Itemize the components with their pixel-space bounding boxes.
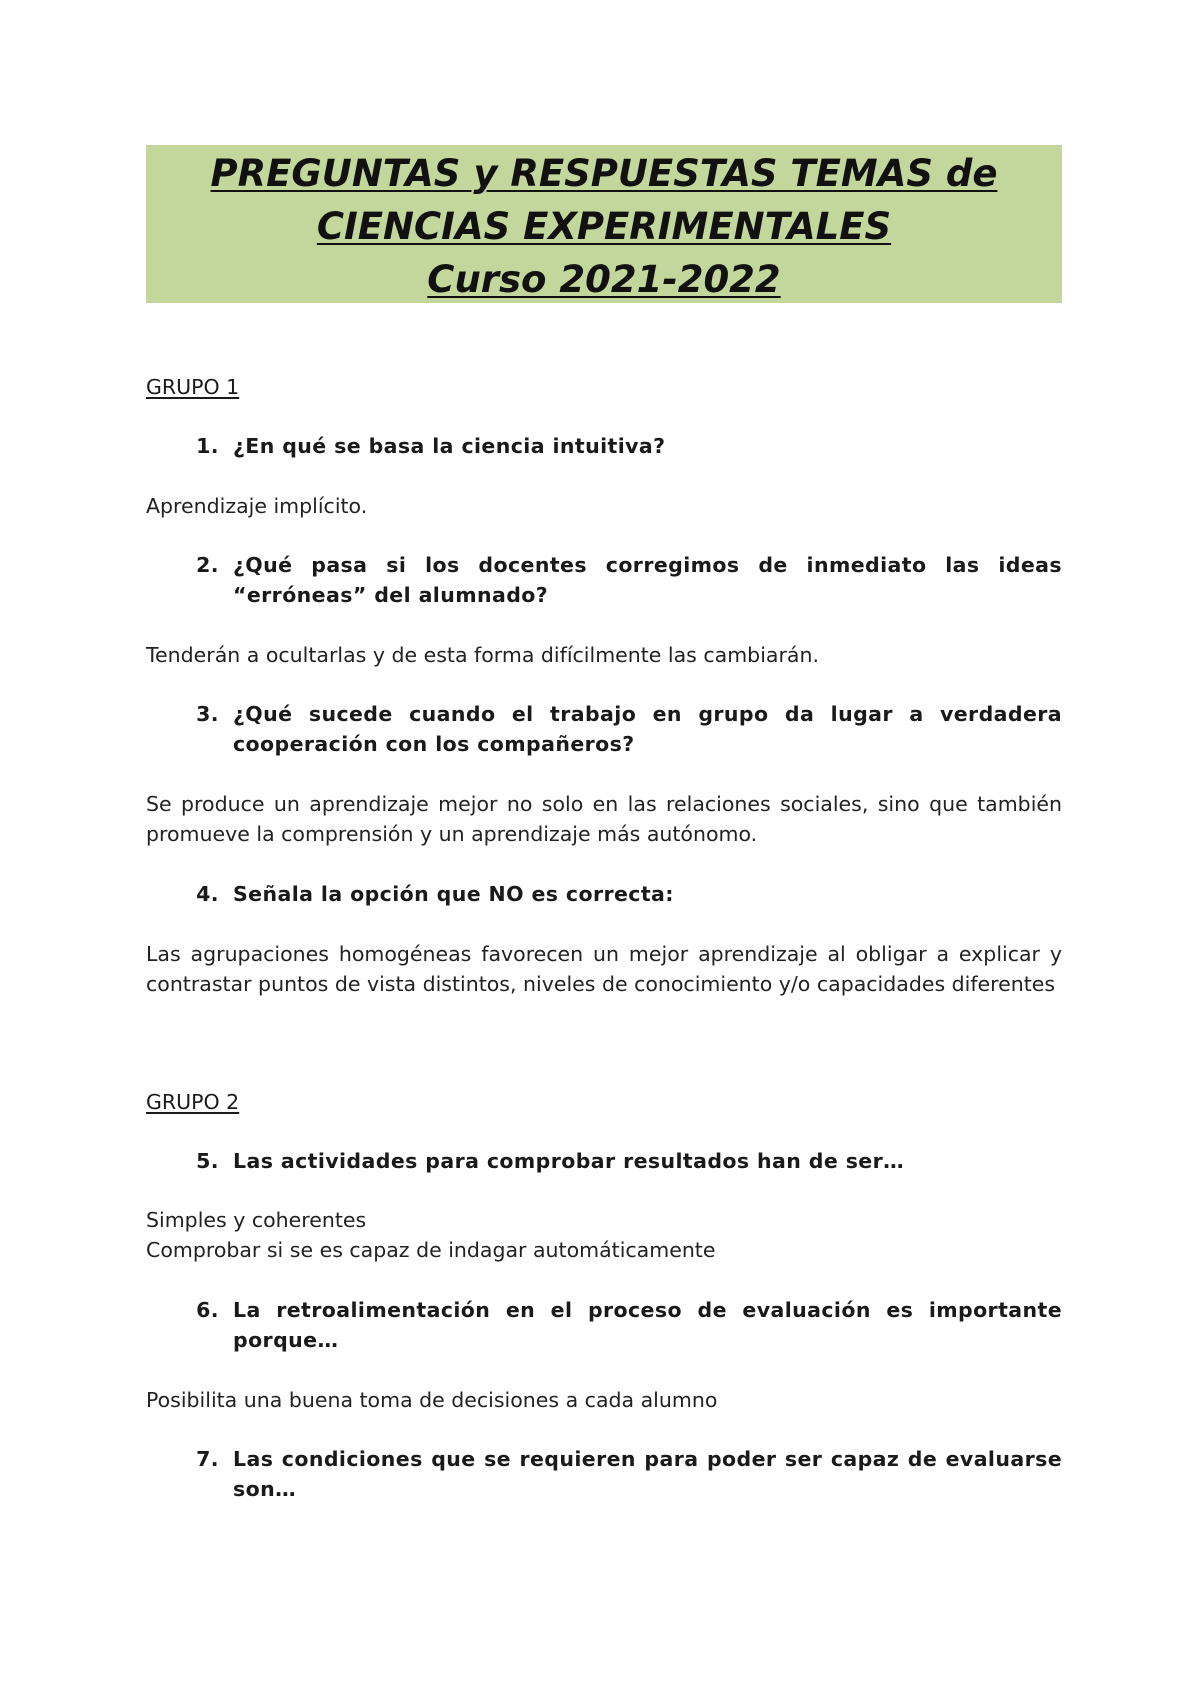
question-3 <box>146 700 1062 759</box>
answer-4: Las agrupaciones homogéneas favorecen un mejor aprendizaje al obligar a explicar y contrastar puntos de vista distintos, niveles de conocimiento y/o capacidades diferentes <box>146 942 1062 996</box>
question-text: La retroalimentación en el proceso de evaluación es importante porque… <box>233 1298 1062 1352</box>
question-text: ¿Qué pasa si los docentes corregimos de inmediato las ideas “erróneas” del alumnado? <box>233 553 1062 607</box>
question-text: ¿Qué sucede cuando el trabajo en grupo da lugar a verdadera cooperación con los compañeros? <box>233 702 1062 756</box>
question-number: 7. <box>196 1447 219 1471</box>
answer-1: Aprendizaje implícito. <box>146 494 368 518</box>
question-7 <box>146 1445 1062 1504</box>
question-number: 2. <box>196 553 219 577</box>
question-number: 4. <box>196 882 219 906</box>
question-text: Las actividades para comprobar resultados han de ser… <box>233 1149 905 1173</box>
answer-5-line-1: Simples y coherentes <box>146 1208 367 1232</box>
question-number: 1. <box>196 434 219 458</box>
question-2 <box>146 551 1062 610</box>
question-text: ¿En qué se basa la ciencia intuitiva? <box>233 434 666 458</box>
title-line-3: Curso 2021-2022 <box>427 258 781 301</box>
question-text: Señala la opción que NO es correcta: <box>233 882 674 906</box>
question-4 <box>146 880 1062 910</box>
question-1 <box>146 432 1062 462</box>
title-line-1: PREGUNTAS y RESPUESTAS TEMAS de <box>210 152 998 195</box>
question-number: 6. <box>196 1298 219 1322</box>
group-2-heading: GRUPO 2 <box>146 1090 240 1114</box>
title-line-2: CIENCIAS EXPERIMENTALES <box>316 205 892 248</box>
title-banner <box>146 145 1062 303</box>
answer-6: Posibilita una buena toma de decisiones a cada alumno <box>146 1388 718 1412</box>
question-number: 5. <box>196 1149 219 1173</box>
question-text: Las condiciones que se requieren para poder ser capaz de evaluarse son… <box>233 1447 1062 1501</box>
question-6 <box>146 1296 1062 1355</box>
group-1-heading: GRUPO 1 <box>146 375 240 399</box>
answer-5-line-2: Comprobar si se es capaz de indagar automáticamente <box>146 1238 716 1262</box>
answer-2: Tenderán a ocultarlas y de esta forma difícilmente las cambiarán. <box>146 643 819 667</box>
answer-3: Se produce un aprendizaje mejor no solo en las relaciones sociales, sino que también promueve la comprensión y un aprendizaje más autónomo. <box>146 792 1062 846</box>
question-number: 3. <box>196 702 219 726</box>
question-5 <box>146 1147 1062 1177</box>
